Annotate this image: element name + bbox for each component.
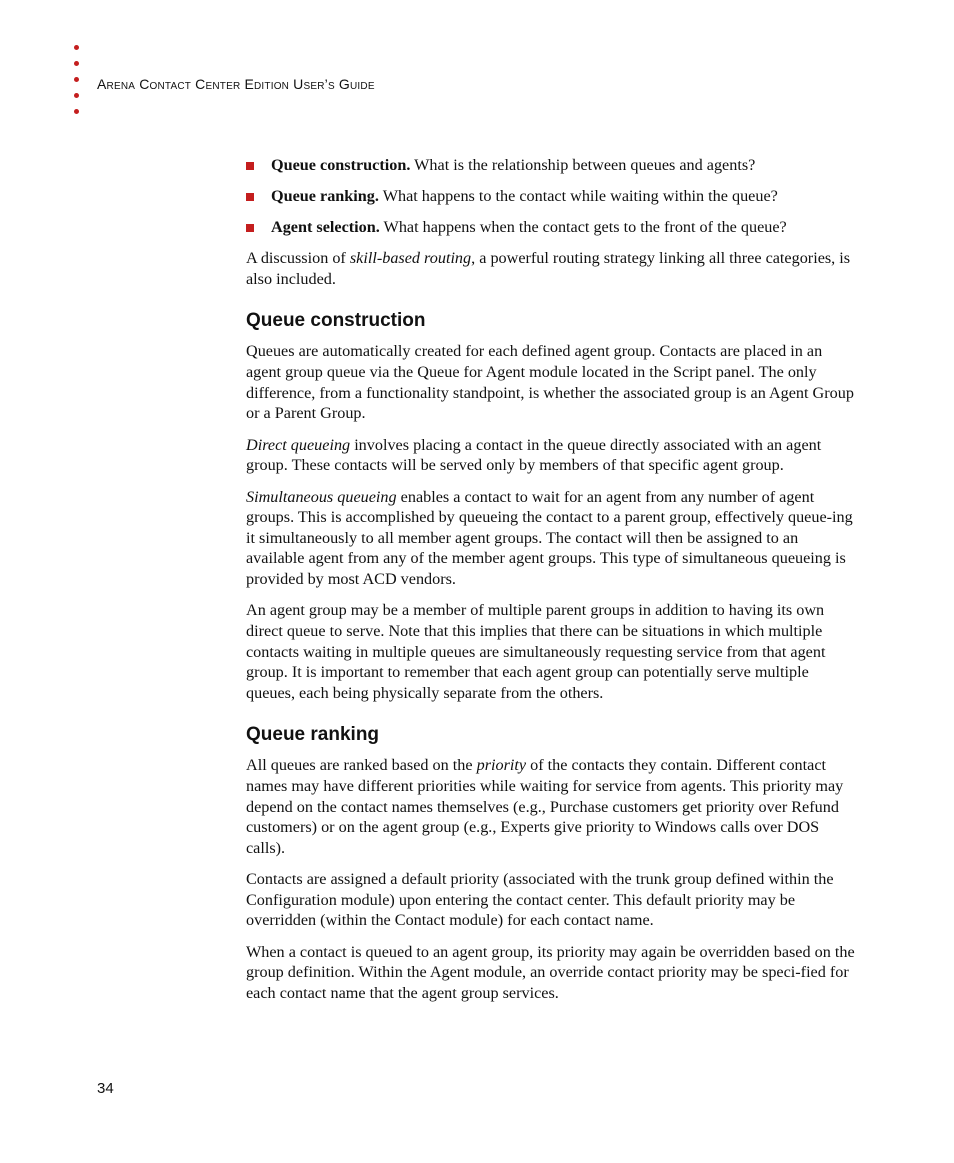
bullet-square-icon xyxy=(246,193,254,201)
paragraph-text: of the contacts they contain. Different contact names may have different priorities while waiting for service from agents. This priority may depend on the contact names themselves (e.g., Purchase customers get priority over Refund customers) or on the agent group (e.g., Experts give priority to Windows calls over DOS calls). xyxy=(246,756,844,857)
intro-paragraph xyxy=(246,248,858,289)
bullet-item xyxy=(246,186,858,207)
intro-emphasis: skill-based routing xyxy=(349,249,472,268)
paragraph: An agent group may be a member of multiple parent groups in addition to having its own direct queue to serve. Note that this implies that there can be situations in which multiple contacts waiting in multiple queues are simultaneously requesting service from that agent group. It is important to remember that each agent group can potentially serve multiple queues, each being physically separate from the others. xyxy=(246,601,826,702)
term-emphasis: priority xyxy=(476,756,527,775)
paragraph: When a contact is queued to an agent group, its priority may again be overridden based on the group definition. Within the Agent module, an override contact priority may be speci-fied for each contact name that the agent group services. xyxy=(246,942,855,1002)
dot-marker xyxy=(74,109,79,114)
page-body xyxy=(246,155,858,1014)
paragraph xyxy=(246,487,858,590)
bullet-text: What is the relationship between queues and agents? xyxy=(410,156,756,174)
bullet-term: Agent selection. xyxy=(271,218,380,237)
bullet-term: Queue ranking. xyxy=(271,187,379,206)
bullet-square-icon xyxy=(246,162,254,170)
dot-marker xyxy=(74,93,79,98)
paragraph: Contacts are assigned a default priority (associated with the trunk group defined within the Configuration module) upon entering the contact center. This default priority may be overridden (within the Contact module) for each contact name. xyxy=(246,870,834,930)
running-header: Arena Contact Center Edition User’s Guide xyxy=(97,76,375,92)
bullet-text: What happens when the contact gets to the front of the queue? xyxy=(379,218,787,237)
dot-marker xyxy=(74,45,79,50)
bullet-term: Queue construction. xyxy=(271,156,411,174)
bullet-square-icon xyxy=(246,224,254,232)
term-emphasis: Simultaneous queueing xyxy=(246,487,397,506)
paragraph xyxy=(246,755,858,858)
term-emphasis: Direct queueing xyxy=(246,435,351,454)
bullet-item xyxy=(246,155,858,176)
bullet-text: What happens to the contact while waiting within the queue? xyxy=(378,187,778,206)
paragraph xyxy=(246,435,858,476)
paragraph-text: All queues are ranked based on the xyxy=(246,756,477,775)
dot-marker xyxy=(74,61,79,66)
page-number: 34 xyxy=(97,1080,114,1097)
bullet-item xyxy=(246,217,858,238)
intro-text: A discussion of xyxy=(246,249,350,268)
section-heading-queue-construction: Queue construction xyxy=(246,310,426,332)
paragraph-text: involves placing a contact in the queue directly associated with an agent group. These contacts will be served only by members of that specific agent group. xyxy=(246,435,822,475)
dot-marker xyxy=(74,77,79,82)
intro-text: , a powerful routing strategy linking all three categories, is also included. xyxy=(246,249,851,288)
paragraph: Queues are automatically created for each defined agent group. Contacts are placed in an agent group queue via the Queue for Agent module located in the Script panel. The only difference, from a functionality standpoint, is whether the associated group is an Agent Group or a Parent Group. xyxy=(246,342,854,423)
section-heading-queue-ranking: Queue ranking xyxy=(246,724,380,746)
paragraph-text: enables a contact to wait for an agent from any number of agent groups. This is accomplished by queueing the contact to a parent group, effectively queue-ing it simultaneously to all member agent groups. The contact will then be assigned to an available agent from any of the member agent groups. This type of simultaneous queueing is provided by most ACD vendors. xyxy=(246,487,853,588)
margin-dots xyxy=(74,45,79,125)
